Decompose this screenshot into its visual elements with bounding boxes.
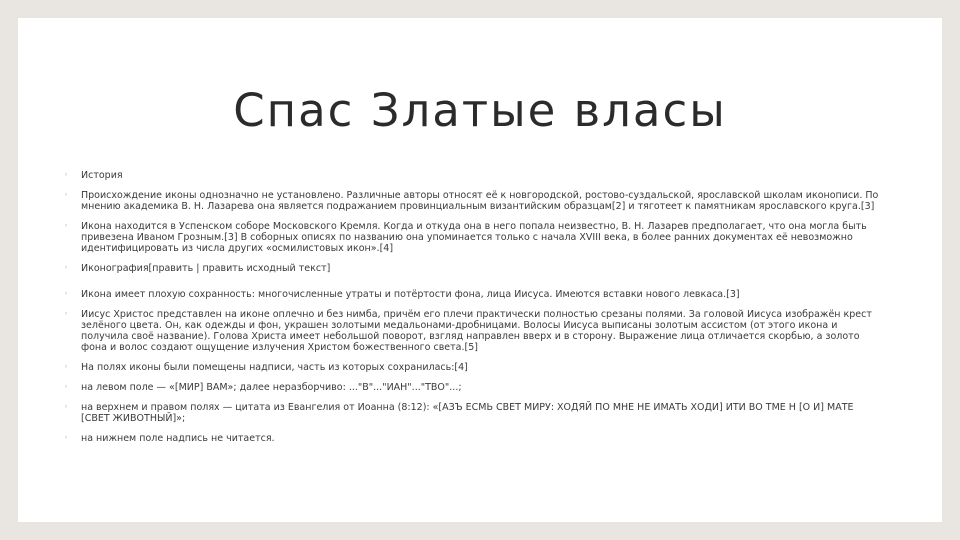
list-item <box>62 309 882 353</box>
list-item <box>62 221 882 254</box>
list-item-text: на левом поле — «[МИР] ВАМ»; далее неразборчиво: ..."В"..."ИАН"..."ТВО"...; <box>81 382 462 393</box>
list-item <box>62 170 882 181</box>
bullet-icon: ◦ <box>64 383 69 391</box>
slide-title: Спас Златые власы <box>233 84 727 137</box>
bullet-icon: ◦ <box>64 290 69 298</box>
list-item <box>62 362 882 373</box>
list-item-text: История <box>81 170 123 181</box>
slide-body <box>62 166 882 444</box>
bullet-icon: ◦ <box>64 403 69 411</box>
list-item-text: На полях иконы были помещены надписи, часть из которых сохранилась:[4] <box>81 362 468 373</box>
list-item-text: Икона имеет плохую сохранность: многочисленные утраты и потёртости фона, лица Иисуса. Имеются вставки нового левкаса.[3] <box>81 289 740 300</box>
list-item <box>62 433 882 444</box>
list-item <box>62 402 882 424</box>
list-item-text: Иконография[править | править исходный текст] <box>81 263 331 274</box>
bullet-icon: ◦ <box>64 310 69 318</box>
bullet-icon: ◦ <box>64 434 69 442</box>
bullet-icon: ◦ <box>64 264 69 272</box>
list-item-text: Иисус Христос представлен на иконе оплечно и без нимба, причём его плечи практически полностью срезаны полями. За головой Иисуса изображён крест зелёного цвета. Он, как одежды и фон, украшен золотыми медальонами-дробницами. Волосы Иисуса выписаны золотым ассистом (от этого икона и получила своё название). Голова Христа имеет небольшой поворот, взгляд направлен вверх и в сторону. Выражение лица отличается скорбью, а золото фона и волос создают ощущение излучения Христом божественного света.[5] <box>81 309 872 353</box>
bullet-icon: ◦ <box>64 191 69 199</box>
bullet-icon: ◦ <box>64 363 69 371</box>
list-item <box>62 382 882 393</box>
list-item <box>62 289 882 300</box>
slide <box>18 18 942 522</box>
list-item-text: Икона находится в Успенском соборе Московского Кремля. Когда и откуда она в него попала неизвестно, В. Н. Лазарев предполагает, что она могла быть привезена Иваном Грозным.[3] В соборных описях по названию она упоминается только с начала XVIII века, в более ранних документах её невозможно идентифицировать из числа других «осмилистовых икон».[4] <box>81 221 867 254</box>
list-item-text: на верхнем и правом полях — цитата из Евангелия от Иоанна (8:12): «[АЗЪ ЕСМЬ СВЕТ МИРУ: ХОДЯЙ ПО МНЕ НЕ ИМАТЬ ХОДИ] ИТИ ВО ТМЕ Н [О И] МАТЕ [СВЕТ ЖИВОТНЫЙ]»; <box>81 402 854 424</box>
bullet-icon: ◦ <box>64 171 69 179</box>
list-item <box>62 190 882 212</box>
list-item <box>62 263 882 274</box>
list-item-text: Происхождение иконы однозначно не установлено. Различные авторы относят её к новгородской, ростово-суздальской, ярославской школам иконописи. По мнению академика В. Н. Лазарева она является подражанием провинциальным византийским образцам[2] и тяготеет к памятникам ярославского круга.[3] <box>81 190 879 212</box>
bullet-icon: ◦ <box>64 222 69 230</box>
list-item-text: на нижнем поле надпись не читается. <box>81 433 275 444</box>
